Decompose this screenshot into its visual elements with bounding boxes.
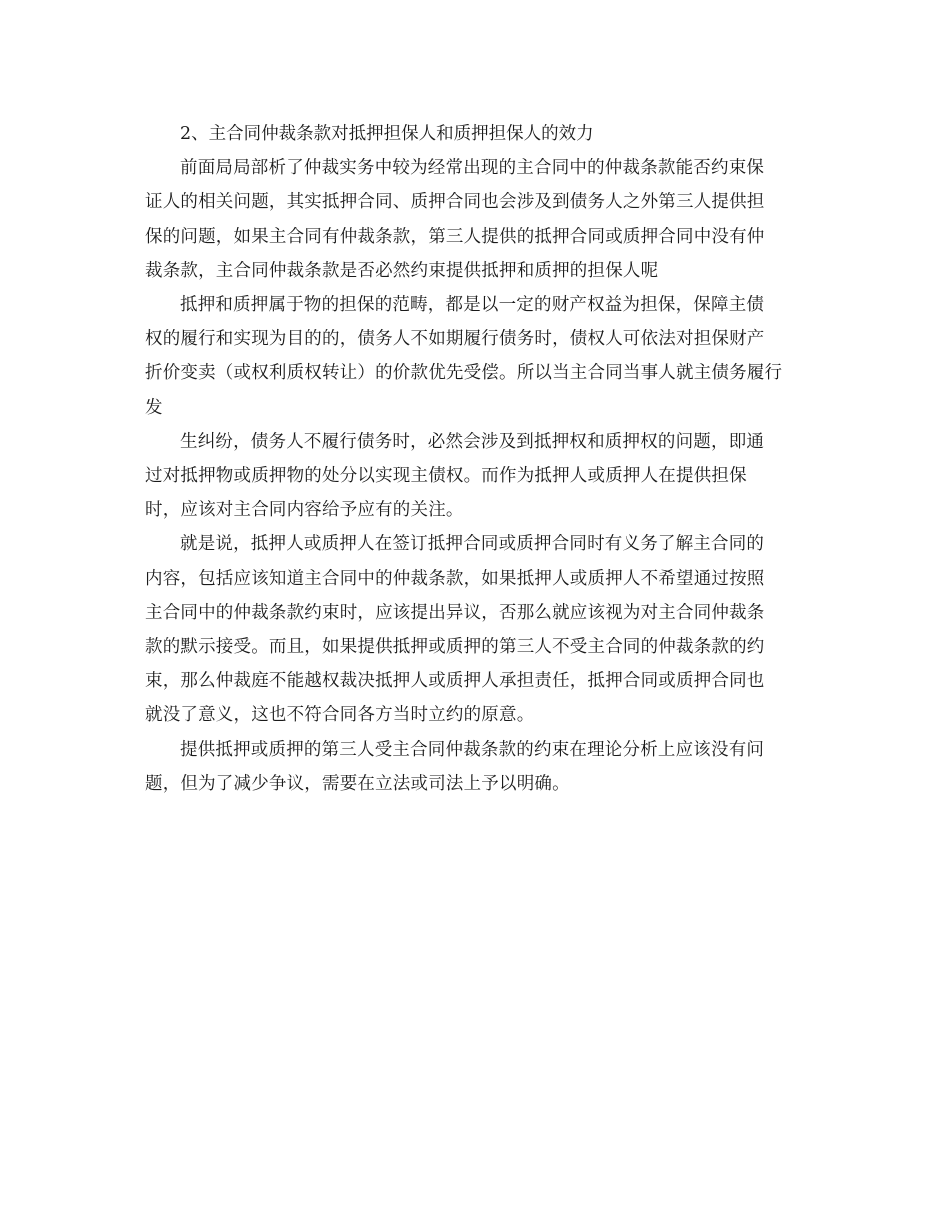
paragraph-2 xyxy=(145,288,805,425)
paragraph-4 xyxy=(145,527,805,732)
paragraph-line: 抵押和质押属于物的担保的范畴，都是以一定的财产权益为担保，保障主债 xyxy=(180,295,765,316)
paragraph-line: 前面局局部析了仲裁实务中较为经常出现的主合同中的仲裁条款能否约束保 xyxy=(180,158,765,179)
paragraph-line: 折价变卖（或权利质权转让）的价款优先受偿。所以当主合同当事人就主债务履行 xyxy=(145,363,783,384)
paragraph-1 xyxy=(145,151,805,288)
paragraph-line: 权的履行和实现为目的的，债务人不如期履行债务时，债权人可依法对担保财产 xyxy=(145,329,765,350)
paragraph-line: 保的问题，如果主合同有仲裁条款，第三人提供的抵押合同或质押合同中没有仲 xyxy=(145,226,765,247)
paragraph-line: 就没了意义，这也不符合同各方当时立约的原意。 xyxy=(145,705,535,726)
paragraph-line: 生纠纷，债务人不履行债务时，必然会涉及到抵押权和质押权的问题，即通 xyxy=(180,431,765,452)
paragraph-line: 束，那么仲裁庭不能越权裁决抵押人或质押人承担责任，抵押合同或质押合同也 xyxy=(145,671,765,692)
paragraph-line: 证人的相关问题，其实抵押合同、质押合同也会涉及到债务人之外第三人提供担 xyxy=(145,192,765,213)
paragraph-5 xyxy=(145,733,805,801)
paragraph-line: 过对抵押物或质押物的处分以实现主债权。而作为抵押人或质押人在提供担保 xyxy=(145,466,747,487)
paragraph-line: 款的默示接受。而且，如果提供抵押或质押的第三人不受主合同的仲裁条款的约 xyxy=(145,637,765,658)
paragraph-line: 裁条款，主合同仲裁条款是否必然约束提供抵押和质押的担保人呢 xyxy=(145,260,659,281)
paragraph-line: 提供抵押或质押的第三人受主合同仲裁条款的约束在理论分析上应该没有问 xyxy=(180,739,765,760)
paragraph-line: 内容，包括应该知道主合同中的仲裁条款，如果抵押人或质押人不希望通过按照 xyxy=(145,568,765,589)
paragraph-line: 就是说，抵押人或质押人在签订抵押合同或质押合同时有义务了解主合同的 xyxy=(180,534,765,555)
paragraph-line: 题，但为了减少争议，需要在立法或司法上予以明确。 xyxy=(145,773,570,794)
document-body xyxy=(145,117,805,801)
paragraph-line: 时，应该对主合同内容给予应有的关注。 xyxy=(145,500,464,521)
paragraph-line: 主合同中的仲裁条款约束时，应该提出异议，否那么就应该视为对主合同仲裁条 xyxy=(145,602,765,623)
paragraph-line: 发 xyxy=(145,397,163,418)
section-heading: 2、主合同仲裁条款对抵押担保人和质押担保人的效力 xyxy=(180,124,594,144)
paragraph-3 xyxy=(145,425,805,528)
